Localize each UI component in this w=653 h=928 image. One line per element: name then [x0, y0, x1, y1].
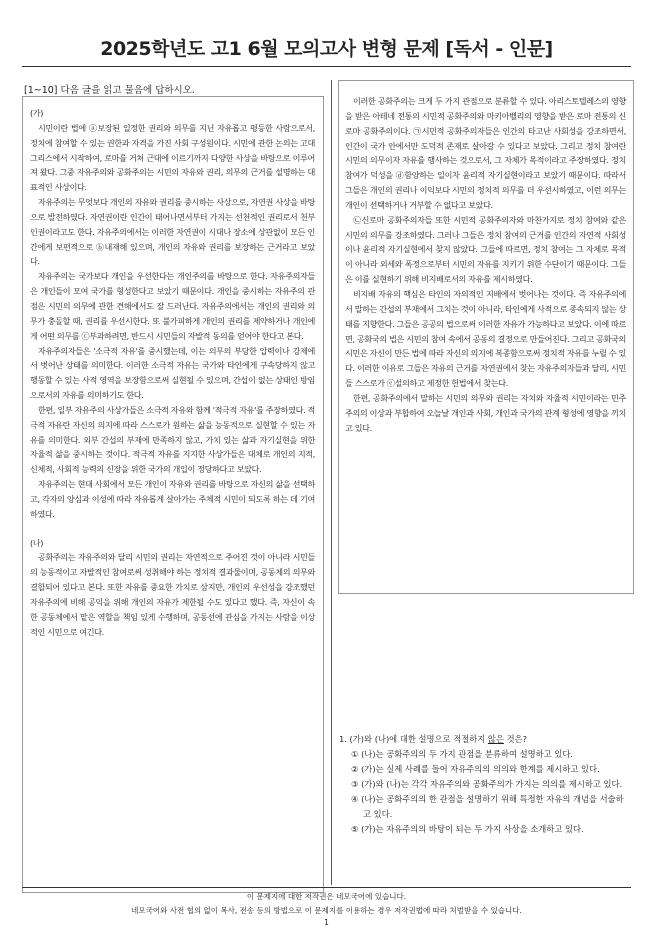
answer-option-3[interactable]: ③ (가)와 (나)는 각각 자유주의와 공화주의가 가지는 의의를 제시하고 있다.	[351, 779, 623, 789]
question-stem: 1. (가)와 (나)에 대한 설명으로 적절하지 않은 것은?	[339, 734, 528, 744]
paragraph: 공화주의는 자유주의와 달리 시민의 권리는 자연적으로 주어진 것이 아니라 시민들의 능동적이고 자발적인 참여로써 성취해야 하는 정치적 결과물이며, 공동체의 의무와 결합되어 있다고 본다. 또한 자유를 중요한 가치로 삼지만, 개인의 우선성을 강조했던 자유주의에 비해 공익을 위해 개인의 자유가 제한될 수도 있다고 했다. 즉, 자신이 속한 공동체에서 맡은 역할을 책임 있게 수행하며, 공동선에 관심을 가지는 사람을 이상적인 시민으로 여긴다.	[30, 552, 315, 637]
instruction: [1~10] 다음 글을 읽고 물음에 답하시오.	[24, 85, 195, 96]
left-column	[30, 106, 315, 640]
section-label-ga: (가)	[30, 108, 44, 118]
title-rule	[22, 66, 631, 67]
answer-option-5[interactable]: ⑤ (가)는 자유주의의 바탕이 되는 두 가지 사상을 소개하고 있다.	[351, 824, 584, 834]
answer-option-1[interactable]: ① (나)는 공화주의의 두 가지 관점을 분류하여 설명하고 있다.	[351, 749, 573, 759]
answer-option-4[interactable]: ④ (나)는 공화주의의 한 관점을 설명하기 위해 특정한 자유의 개념을 서술하고 있다.	[351, 794, 624, 819]
paragraph: 한편, 일부 자유주의 사상가들은 소극적 자유와 함께 '적극적 자유'를 주장하였다. 적극적 자유란 자신의 의지에 따라 스스로가 원하는 삶을 능동적으로 실현할 수 있는 자유를 의미한다. 외부 간섭의 부재에 만족하지 않고, 가치 있는 삶과 자기실현을 위한 자율적 삶을 중시하는 것이다. 적극적 자유를 지지한 사상가들은 대체로 개인의 지적, 신체적, 사회적 능력의 신장을 위한 국가의 개입이 정당하다고 보았다.	[30, 404, 315, 475]
copyright-line: 이 문제지에 대한 저작권은 네모국어에 있습니다.	[246, 892, 407, 901]
paragraph: 한편, 공화주의에서 말하는 시민의 의무와 권리는 자치와 자율적 시민이라는 민주주의의 이상과 부합하여 오늘날 개인과 사회, 개인과 국가의 관계 형성에 영향을 끼치고 있다.	[345, 392, 626, 433]
paragraph: 자유주의자들은 '소극적 자유'를 중시했는데, 이는 의무의 부당한 압력이나 강제에서 벗어난 상태를 의미한다. 이러한 소극적 자유는 국가와 타인에게 구속당하지 않고 행동할 수 있는 사적 영역을 보장함으로써 실현될 수 있으며, 간섭이 없는 상태인 방임으로서의 자유를 의미하기도 한다.	[30, 345, 315, 401]
paragraph: 자유주의는 현대 사회에서 모든 개인이 자유와 권리를 바탕으로 자신의 삶을 선택하고, 각자의 양심과 이성에 따라 자유롭게 살아가는 주체적 시민이 되도록 하는 데 기여하였다.	[30, 479, 315, 519]
paragraph: 자유주의는 국가보다 개인을 우선한다는 개인주의를 바탕으로 한다. 자유주의자들은 개인들이 모여 국가를 형성한다고 보았기 때문이다. 개인을 중시하는 자유주의 관점은 시민의 의무에 관한 견해에서도 잘 드러난다. 자유주의에서는 개인의 권리와 의무가 충돌할 때, 권리를 우선시한다. 또 불가피하게 개인의 권리를 제약하거나 개인에게 어떤 의무를 ⓒ부과하려면, 반드시 시민들의 자발적 동의를 얻어야 한다고 본다.	[30, 271, 315, 341]
question-1	[339, 732, 631, 837]
page-number: 1	[324, 918, 329, 927]
paragraph: 비지배 자유의 핵심은 타인의 자의적인 지배에서 벗어나는 것이다. 즉 자유주의에서 말하는 간섭의 부재에서 그치는 것이 아니라, 타인에게 사적으로 종속되지 않는 상태를 지향한다. 그들은 공공의 법으로써 이러한 자유가 가능하다고 보았다. 이에 따르면, 공화국의 법은 시민의 참여 속에서 공동의 결정으로 만들어진다. 그리고 공화국의 시민은 자신이 만든 법에 따라 자신의 의지에 복종함으로써 정치적 자유를 누릴 수 있다. 이러한 이유로 그들은 자유의 근거를 자연권에서 찾는 자유주의자들과 달리, 시민들 스스로가 ⓔ설의하고 제정한 헌법에서 찾는다.	[345, 288, 626, 389]
section-label-na: (나)	[30, 537, 44, 548]
page-title: 2025학년도 고1 6월 모의고사 변형 문제 [독서 - 인문]	[100, 38, 553, 60]
paragraph: 이러한 공화주의는 크게 두 가지 관점으로 분류할 수 있다. 아리스토텔레스의 영향을 받은 아테네 전통의 시민적 공화주의와 마키아벨리의 영향을 받은 로마 전통의 신로마 공화주의이다. ㉠시민적 공화주의자들은 인간의 타고난 사회성을 강조하면서, 인간이 국가 안에서만 도덕적 존재로 살아갈 수 있다고 보았다. 그리고 정치 참여란 시민의 의무이자 자유를 행사하는 것으로서, 그 자체가 목적이라고 주장하였다. 정치 참여가 덕성을 ⓓ함양하는 일이자 윤리적 자기실현이라고 보았기 때문이다. 따라서 그들은 개인의 권리나 이익보다 시민의 정치적 의무를 더 우선시하였고, 이런 의무는 개인이 선택하거나 거부할 수 없다고 보았다.	[345, 96, 626, 210]
footer-rule	[22, 887, 631, 888]
paragraph: 자유주의는 무엇보다 개인의 자유와 권리를 중시하는 사상으로, 자연권 사상을 바탕으로 발전하였다. 자연권이란 인간이 태어나면서부터 가지는 선천적인 권리로서 천부인권이라고도 한다. 자유주의에서는 이러한 자연권이 시대나 장소에 상관없이 모든 인간에게 보편적으로 ⓑ내재해 있으며, 개인의 자유와 권리를 보장하는 근거라고 보았다.	[30, 197, 315, 267]
copyright-warning: 네모국어와 사전 협의 없이 복사, 전송 등의 방법으로 이 문제지를 이용하는 경우 저작권법에 따라 처벌받을 수 있습니다.	[131, 906, 522, 915]
paragraph: ㉡신로마 공화주의자들 또한 시민적 공화주의자와 마찬가지로 정치 참여와 같은 시민의 의무를 강조하였다. 그러나 그들은 정치 참여의 근거를 인간의 자연적 사회성이나 윤리적 자기실현에서 찾지 않았다. 그들에 따르면, 정치 참여는 그 자체로 목적이 아니라 외세와 폭정으로부터 시민의 자유를 지키기 위한 수단이기 때문이다. 그들은 이를 실현하기 위해 비지배로서의 자유를 제시하였다.	[345, 214, 626, 285]
answer-option-2[interactable]: ② (가)는 실제 사례를 들어 자유주의의 의의와 한계를 제시하고 있다.	[351, 764, 600, 774]
column-divider	[331, 80, 332, 885]
paragraph: 시민이란 법에 ⓐ보장된 일정한 권리와 의무를 지닌 자유롭고 평등한 사람으로서, 정치에 참여할 수 있는 권한과 자격을 가진 사회 구성원이다. 시민에 관한 논의는 고대 그리스에서 시작하여, 로마를 거쳐 근대에 이르기까지 다양한 사상을 바탕으로 이루어져 왔다. 그중 자유주의와 공화주의는 시민의 자유와 권리, 의무의 근거를 설명하는 대표적인 사상이다.	[30, 122, 315, 193]
emphasis-not: 않은	[487, 734, 504, 744]
right-column	[345, 94, 626, 435]
